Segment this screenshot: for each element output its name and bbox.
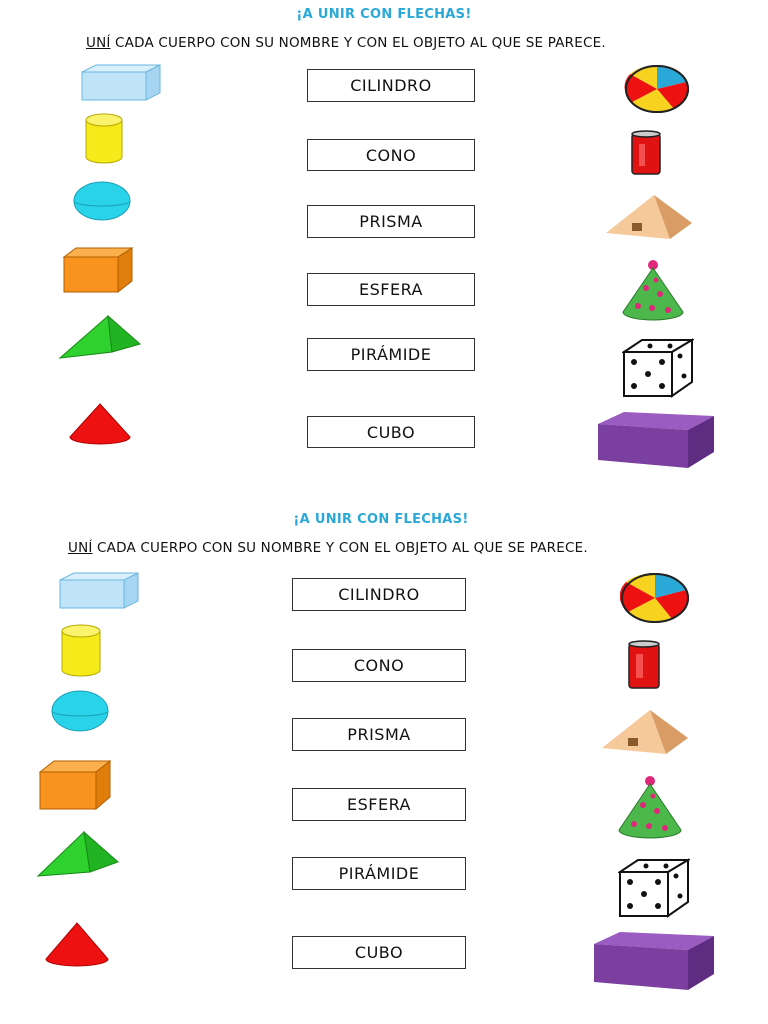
instruction-text [86,35,606,51]
instruction-verb: UNÍ [68,540,93,556]
party-hat-icon[interactable] [620,258,686,322]
egyptian-pyramid-icon[interactable] [600,708,690,758]
instruction-text [68,540,588,556]
cone-icon[interactable] [44,922,110,968]
name-box-esfera[interactable]: ESFERA [307,273,475,306]
worksheet-title: ¡A UNIR CON FLECHAS! [296,7,472,22]
name-box-cono[interactable]: CONO [292,649,466,682]
soda-can-icon[interactable] [628,640,660,692]
dice-icon[interactable] [618,858,690,918]
sphere-icon[interactable] [50,690,110,732]
instruction-rest: CADA CUERPO CON SU NOMBRE Y CON EL OBJETO AL QUE SE PARECE. [110,35,606,51]
pyramid-icon[interactable] [36,830,120,880]
dice-icon[interactable] [622,338,694,398]
cylinder-icon[interactable] [84,113,124,165]
name-box-cubo[interactable]: CUBO [307,416,475,448]
name-box-cubo[interactable]: CUBO [292,936,466,969]
name-box-prisma[interactable]: PRISMA [307,205,475,238]
cube-icon[interactable] [38,760,112,810]
party-hat-icon[interactable] [616,774,684,840]
name-box-piramide[interactable]: PIRÁMIDE [307,338,475,371]
beach-ball-icon[interactable] [624,64,690,114]
gift-box-icon[interactable] [592,930,716,992]
name-box-piramide[interactable]: PIRÁMIDE [292,857,466,890]
prism-icon[interactable] [80,64,162,102]
name-box-cilindro[interactable]: CILINDRO [307,69,475,102]
name-box-cono[interactable]: CONO [307,139,475,171]
beach-ball-icon[interactable] [620,572,690,624]
sphere-icon[interactable] [72,181,132,221]
name-box-prisma[interactable]: PRISMA [292,718,466,751]
instruction-verb: UNÍ [86,35,111,51]
cube-icon[interactable] [62,247,134,293]
cone-icon[interactable] [68,403,132,445]
pyramid-icon[interactable] [58,314,142,360]
prism-icon[interactable] [58,572,140,610]
name-box-esfera[interactable]: ESFERA [292,788,466,821]
cylinder-icon[interactable] [60,624,102,678]
instruction-rest: CADA CUERPO CON SU NOMBRE Y CON EL OBJETO AL QUE SE PARECE. [92,540,588,556]
soda-can-icon[interactable] [631,130,661,178]
egyptian-pyramid-icon[interactable] [604,193,694,243]
name-box-cilindro[interactable]: CILINDRO [292,578,466,611]
worksheet-title: ¡A UNIR CON FLECHAS! [293,512,469,527]
gift-box-icon[interactable] [596,410,716,470]
worksheet-bottom [0,510,768,1022]
